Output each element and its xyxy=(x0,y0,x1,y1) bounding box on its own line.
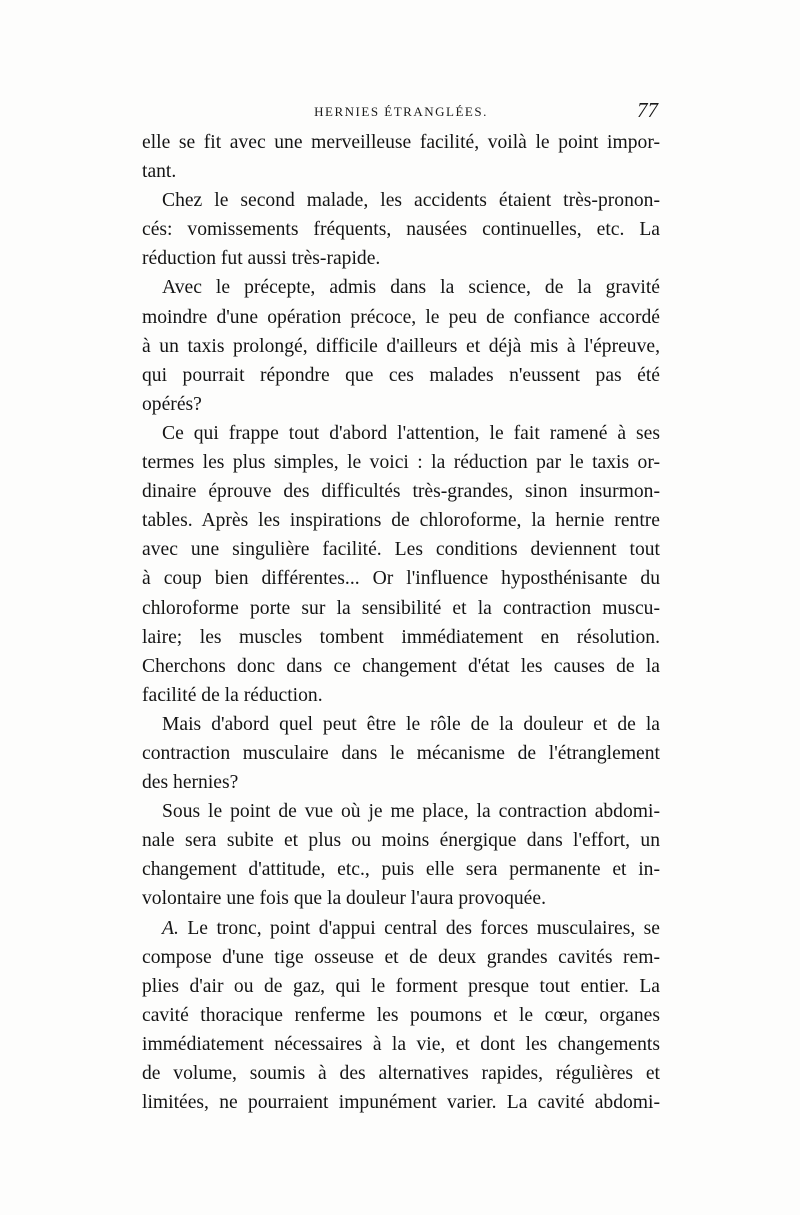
body-text xyxy=(142,128,660,1117)
text-line: à coup bien différentes... Or l'influence hyposthénisante du xyxy=(142,568,660,590)
section-marker: A. xyxy=(162,917,179,939)
text-line: avec une singulière facilité. Les conditions deviennent tout xyxy=(142,539,660,561)
text-line: compose d'une tige osseuse et de deux grandes cavités rem- xyxy=(142,946,660,968)
text-line: Sous le point de vue où je me place, la contraction abdomi- xyxy=(162,801,660,823)
running-head xyxy=(142,100,660,124)
text-line: Avec le précepte, admis dans la science, de la gravité xyxy=(162,277,660,299)
text-line: des hernies? xyxy=(142,772,239,794)
text-line: nale sera subite et plus ou moins énergique dans l'effort, un xyxy=(142,830,660,852)
text-line: à un taxis prolongé, difficile d'ailleurs et déjà mis à l'épreuve, xyxy=(142,335,660,357)
text-line: Mais d'abord quel peut être le rôle de la douleur et de la xyxy=(162,713,660,735)
text-line: termes les plus simples, le voici : la réduction par le taxis or- xyxy=(142,452,660,474)
text-line: moindre d'une opération précoce, le peu de confiance accordé xyxy=(142,306,660,328)
text-line: changement d'attitude, etc., puis elle sera permanente et in- xyxy=(142,859,660,881)
text-line: Ce qui frappe tout d'abord l'attention, le fait ramené à ses xyxy=(162,422,660,444)
text-line: cés: vomissements fréquents, nausées continuelles, etc. La xyxy=(142,219,660,241)
text-line: de volume, soumis à des alternatives rapides, régulières et xyxy=(142,1063,660,1084)
text-line: limitées, ne pourraient impunément varier. La cavité abdomi- xyxy=(142,1092,660,1114)
text-line: contraction musculaire dans le mécanisme de l'étranglement xyxy=(142,742,660,764)
text-line: Chez le second malade, les accidents étaient très-pronon- xyxy=(162,190,660,212)
text-line: immédiatement nécessaires à la vie, et dont les changements xyxy=(142,1033,660,1055)
text-line: volontaire une fois que la douleur l'aura provoquée. xyxy=(142,888,546,910)
text-line: plies d'air ou de gaz, qui le forment presque tout entier. La xyxy=(142,975,660,997)
running-title: HERNIES ÉTRANGLÉES. xyxy=(314,104,488,119)
text-line: tant. xyxy=(142,161,177,183)
text-line: facilité de la réduction. xyxy=(142,684,323,706)
text-line: laire; les muscles tombent immédiatement en résolution. xyxy=(142,626,660,648)
text-line: chloroforme porte sur la sensibilité et la contraction muscu- xyxy=(142,597,660,619)
text-line: qui pourrait répondre que ces malades n'eussent pas été xyxy=(142,364,660,386)
text-line: opérés? xyxy=(142,393,202,415)
text-line: réduction fut aussi très-rapide. xyxy=(142,248,381,270)
text-line: Cherchons donc dans ce changement d'état les causes de la xyxy=(142,655,660,677)
text-line: A. Le tronc, point d'appui central des forces musculaires, se xyxy=(162,917,660,939)
text-line: tables. Après les inspirations de chloroforme, la hernie rentre xyxy=(142,510,660,532)
text-line: dinaire éprouve des difficultés très-grandes, sinon insurmon- xyxy=(142,481,660,503)
text-line: cavité thoracique renferme les poumons et le cœur, organes xyxy=(142,1004,660,1026)
text-line: elle se fit avec une merveilleuse facilité, voilà le point impor- xyxy=(142,132,660,153)
page-number: 77 xyxy=(637,98,658,122)
